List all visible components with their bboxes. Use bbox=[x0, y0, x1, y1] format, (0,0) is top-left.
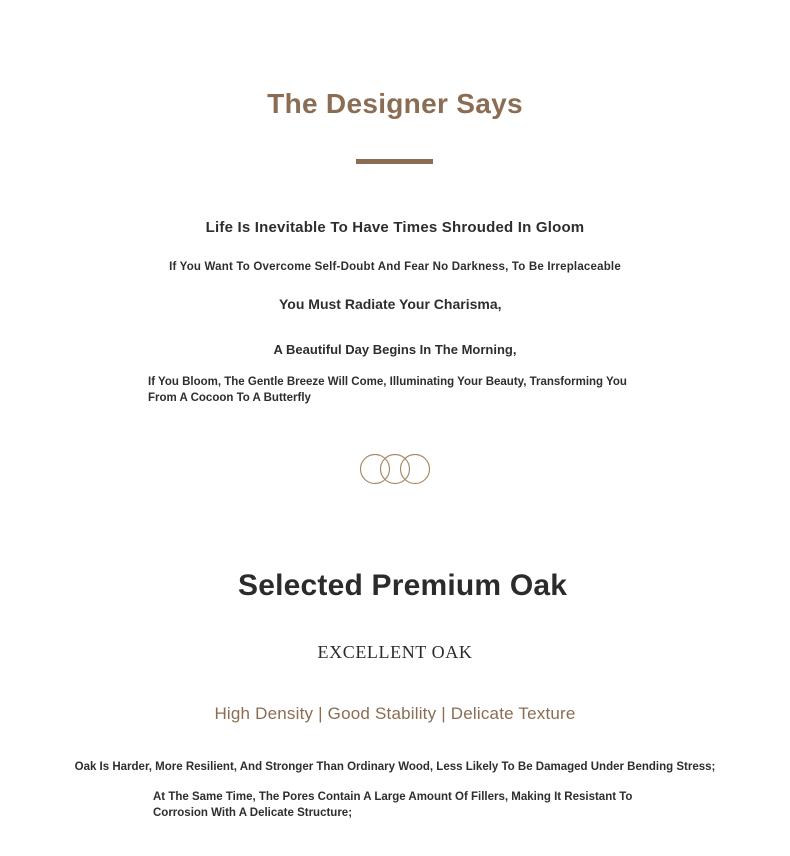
designer-section-title: The Designer Says bbox=[267, 88, 523, 119]
oak-section-subtitle: EXCELLENT OAK bbox=[317, 642, 473, 662]
designer-line-4: A Beautiful Day Begins In The Morning, bbox=[273, 342, 517, 357]
oak-description-1: Oak Is Harder, More Resilient, And Stronger Than Ordinary Wood, Less Likely To Be Damaged Under Bending Stress; bbox=[74, 761, 716, 773]
title-divider bbox=[356, 159, 433, 164]
oak-description-2: At The Same Time, The Pores Contain A Large Amount Of Fillers, Making It Resistant To Corrosion With A Delicate Structure; bbox=[153, 791, 633, 819]
designer-line-1: Life Is Inevitable To Have Times Shrouded In Gloom bbox=[205, 219, 585, 236]
oak-feature-list: High Density | Good Stability | Delicate Texture bbox=[214, 704, 576, 723]
three-rings-icon bbox=[355, 453, 435, 485]
designer-line-3: You Must Radiate Your Charisma, bbox=[279, 296, 502, 312]
oak-section-title: Selected Premium Oak bbox=[238, 569, 568, 602]
designer-line-2: If You Want To Overcome Self-Doubt And Fear No Darkness, To Be Irreplaceable bbox=[169, 261, 621, 273]
designer-line-5: If You Bloom, The Gentle Breeze Will Come, Illuminating Your Beauty, Transforming You From A Cocoon To A Butterfly bbox=[148, 376, 627, 404]
